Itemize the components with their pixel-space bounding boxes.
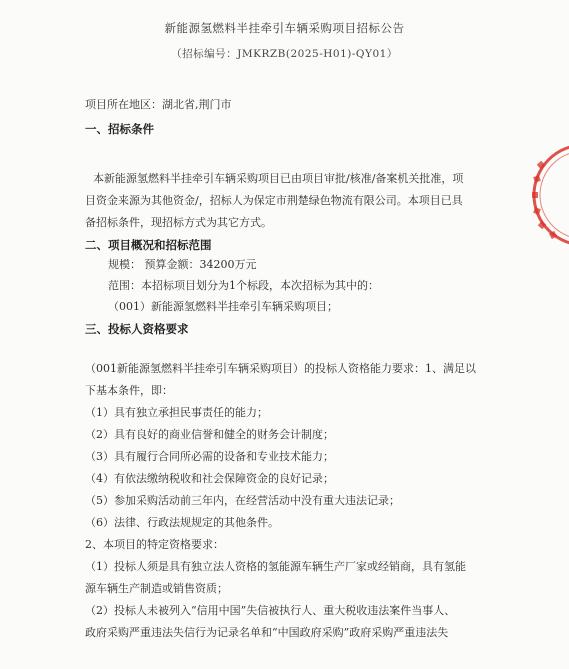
special-requirements-heading: 2、本项目的特定资格要求： [85,538,224,551]
tender-code: （招标编号：JMKRZB(2025-H01)-QY01） [171,48,398,60]
lot-line: （001）新能源氢燃料半挂牵引车辆采购项目； [108,300,338,313]
project-region: 项目所在地区：湖北省,荆门市 [85,98,232,111]
list-item: （6）法律、行政法规规定的其他条件。 [85,516,279,529]
section-heading-3: 三、投标人资格要求 [85,322,189,336]
paragraph-line: （001新能源氢燃料半挂牵引车辆采购项目）的投标人资格能力要求：1、满足以 [85,362,476,375]
list-item: （3）具有履行合同所必需的设备和专业技术能力； [85,450,334,463]
paragraph-line: （2）投标人未被列入“信用中国”失信被执行人、重大税收违法案件当事人、 [85,604,456,617]
list-item: （1）具有独立承担民事责任的能力； [85,406,268,419]
scope-line: 范围：本招标项目划分为1个标段，本次招标为其中的： [108,279,379,292]
paragraph-line: 目资金来源为其他资金/，招标人为保定市荆楚绿色物流有限公司。本项目已具 [85,194,463,207]
paragraph-line: 下基本条件，即： [85,384,173,397]
list-item: （5）参加采购活动前三年内，在经营活动中没有重大违法记录； [85,494,400,507]
section-heading-1: 一、招标条件 [85,122,154,136]
paragraph-line: 源车辆生产制造或销售资质； [85,582,228,595]
list-item: （4）有依法缴纳税收和社会保障资金的良好记录； [85,472,334,485]
paragraph-line: 政府采购严重违法失信行为记录名单和“中国政府采购”政府采购严重违法失 [85,626,449,639]
budget-line: 规模： 预算金额：34200万元 [108,258,257,271]
red-seal-stamp [528,140,569,250]
document-title: 新能源氢燃料半挂牵引车辆采购项目招标公告 [164,21,405,35]
list-item: （2）具有良好的商业信誉和健全的财务会计制度； [85,428,334,441]
section-heading-2: 二、项目概况和招标范围 [85,238,212,252]
paragraph-line: （1）投标人须是具有独立法人资格的氢能源车辆生产厂家或经销商，具有氢能 [85,560,466,573]
paragraph-line: 备招标条件，现招标方式为其它方式。 [85,216,272,229]
paragraph-line: 本新能源氢燃料半挂牵引车辆采购项目已由项目审批/核准/备案机关批准，项 [93,172,464,185]
